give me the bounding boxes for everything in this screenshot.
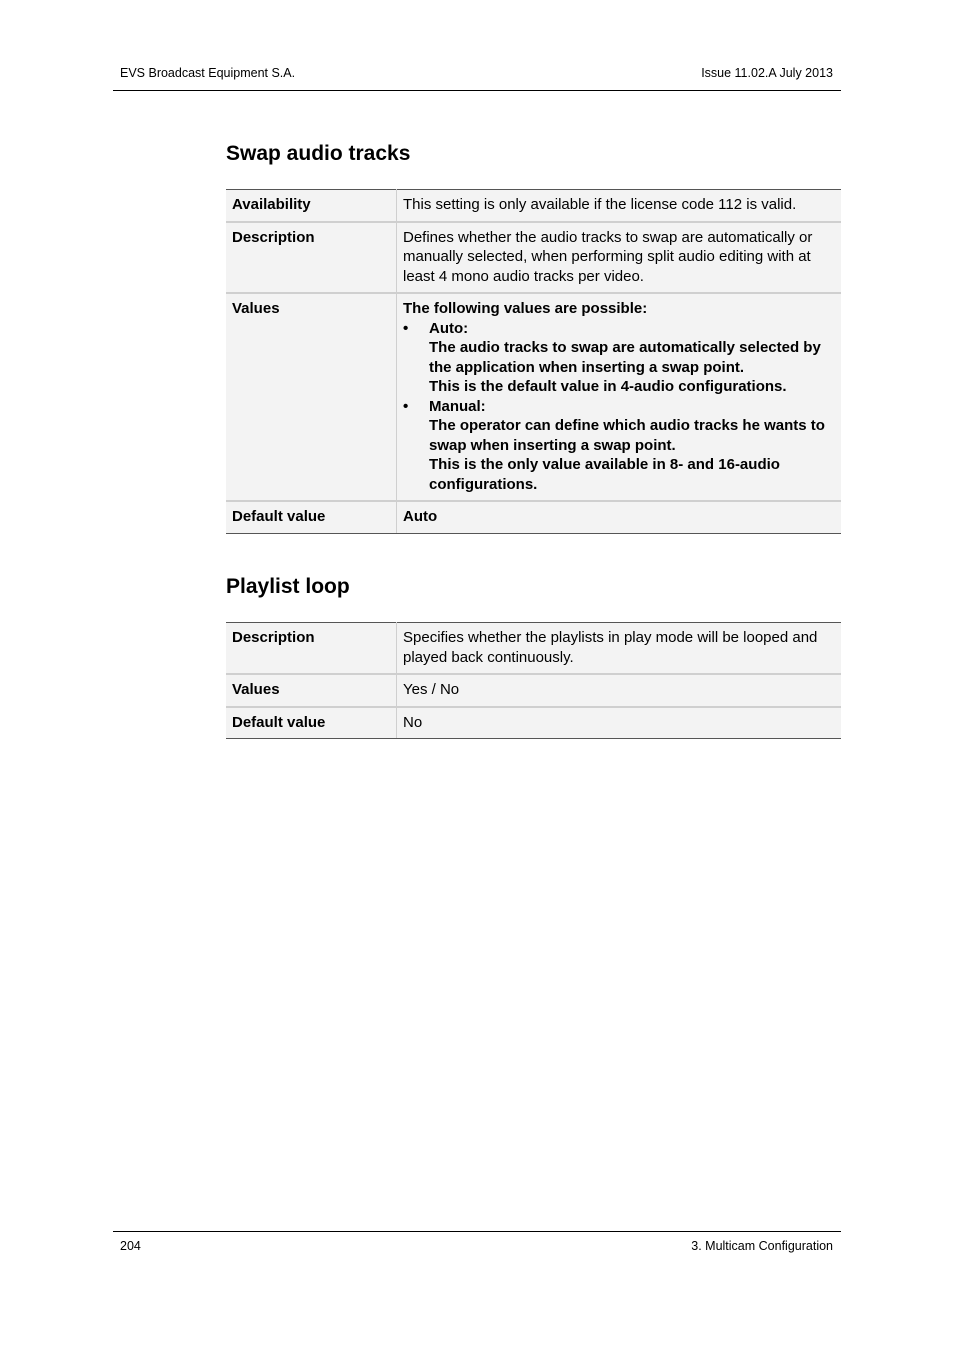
header-company: EVS Broadcast Equipment S.A. (120, 66, 296, 80)
list-item (403, 319, 835, 397)
page-footer (113, 1231, 841, 1260)
table-row (226, 623, 841, 675)
option-label-manual: Manual: (429, 397, 486, 415)
row-value-default-value: No (397, 707, 842, 739)
row-value-description: Defines whether the audio tracks to swap are automatically or manually selected, when performing split audio editing with at least 4 mono audio tracks per video. (397, 222, 842, 294)
section-title-swap-audio-tracks: Swap audio tracks (226, 142, 411, 165)
row-value-description: Specifies whether the playlists in play mode will be looped and played back continuously. (397, 623, 842, 675)
swap-audio-tracks-table (226, 189, 841, 534)
values-intro: The following values are possible: (403, 300, 648, 317)
values-list (403, 319, 835, 495)
table-row (226, 293, 841, 501)
row-value-availability: This setting is only available if the license code 112 is valid. (397, 190, 842, 222)
playlist-loop-table (226, 622, 841, 739)
row-key-default-value: Default value (226, 707, 397, 739)
row-key-values: Values (226, 674, 397, 707)
row-value-default-value: Auto (397, 501, 842, 533)
table-row (226, 190, 841, 222)
table-row (226, 222, 841, 294)
section-title-playlist-loop: Playlist loop (226, 575, 350, 598)
row-value-values: Yes / No (397, 674, 842, 707)
row-key-availability: Availability (226, 190, 397, 222)
table-row (226, 707, 841, 739)
row-value-values (397, 293, 842, 501)
footer-chapter: 3. Multicam Configuration (691, 1239, 833, 1253)
option-text: This is the default value in 4-audio configurations. (429, 378, 787, 395)
row-key-default-value: Default value (226, 501, 397, 533)
option-text: The operator can define which audio tracks he wants to swap when inserting a swap point. (429, 417, 825, 454)
option-text: The audio tracks to swap are automatically selected by the application when inserting a swap point. (429, 339, 821, 376)
bullet: • (403, 319, 409, 337)
row-key-description: Description (226, 623, 397, 675)
table-row (226, 674, 841, 707)
row-key-description: Description (226, 222, 397, 294)
option-label-auto: Auto: (429, 319, 469, 337)
table-row (226, 501, 841, 533)
bullet: • (403, 397, 409, 415)
page-header (113, 62, 841, 91)
header-issue: Issue 11.02.A July 2013 (701, 66, 833, 80)
option-text: This is the only value available in 8- and 16-audio configurations. (429, 456, 780, 493)
page-number: 204 (120, 1239, 141, 1253)
list-item (403, 397, 835, 495)
row-key-values: Values (226, 293, 397, 501)
